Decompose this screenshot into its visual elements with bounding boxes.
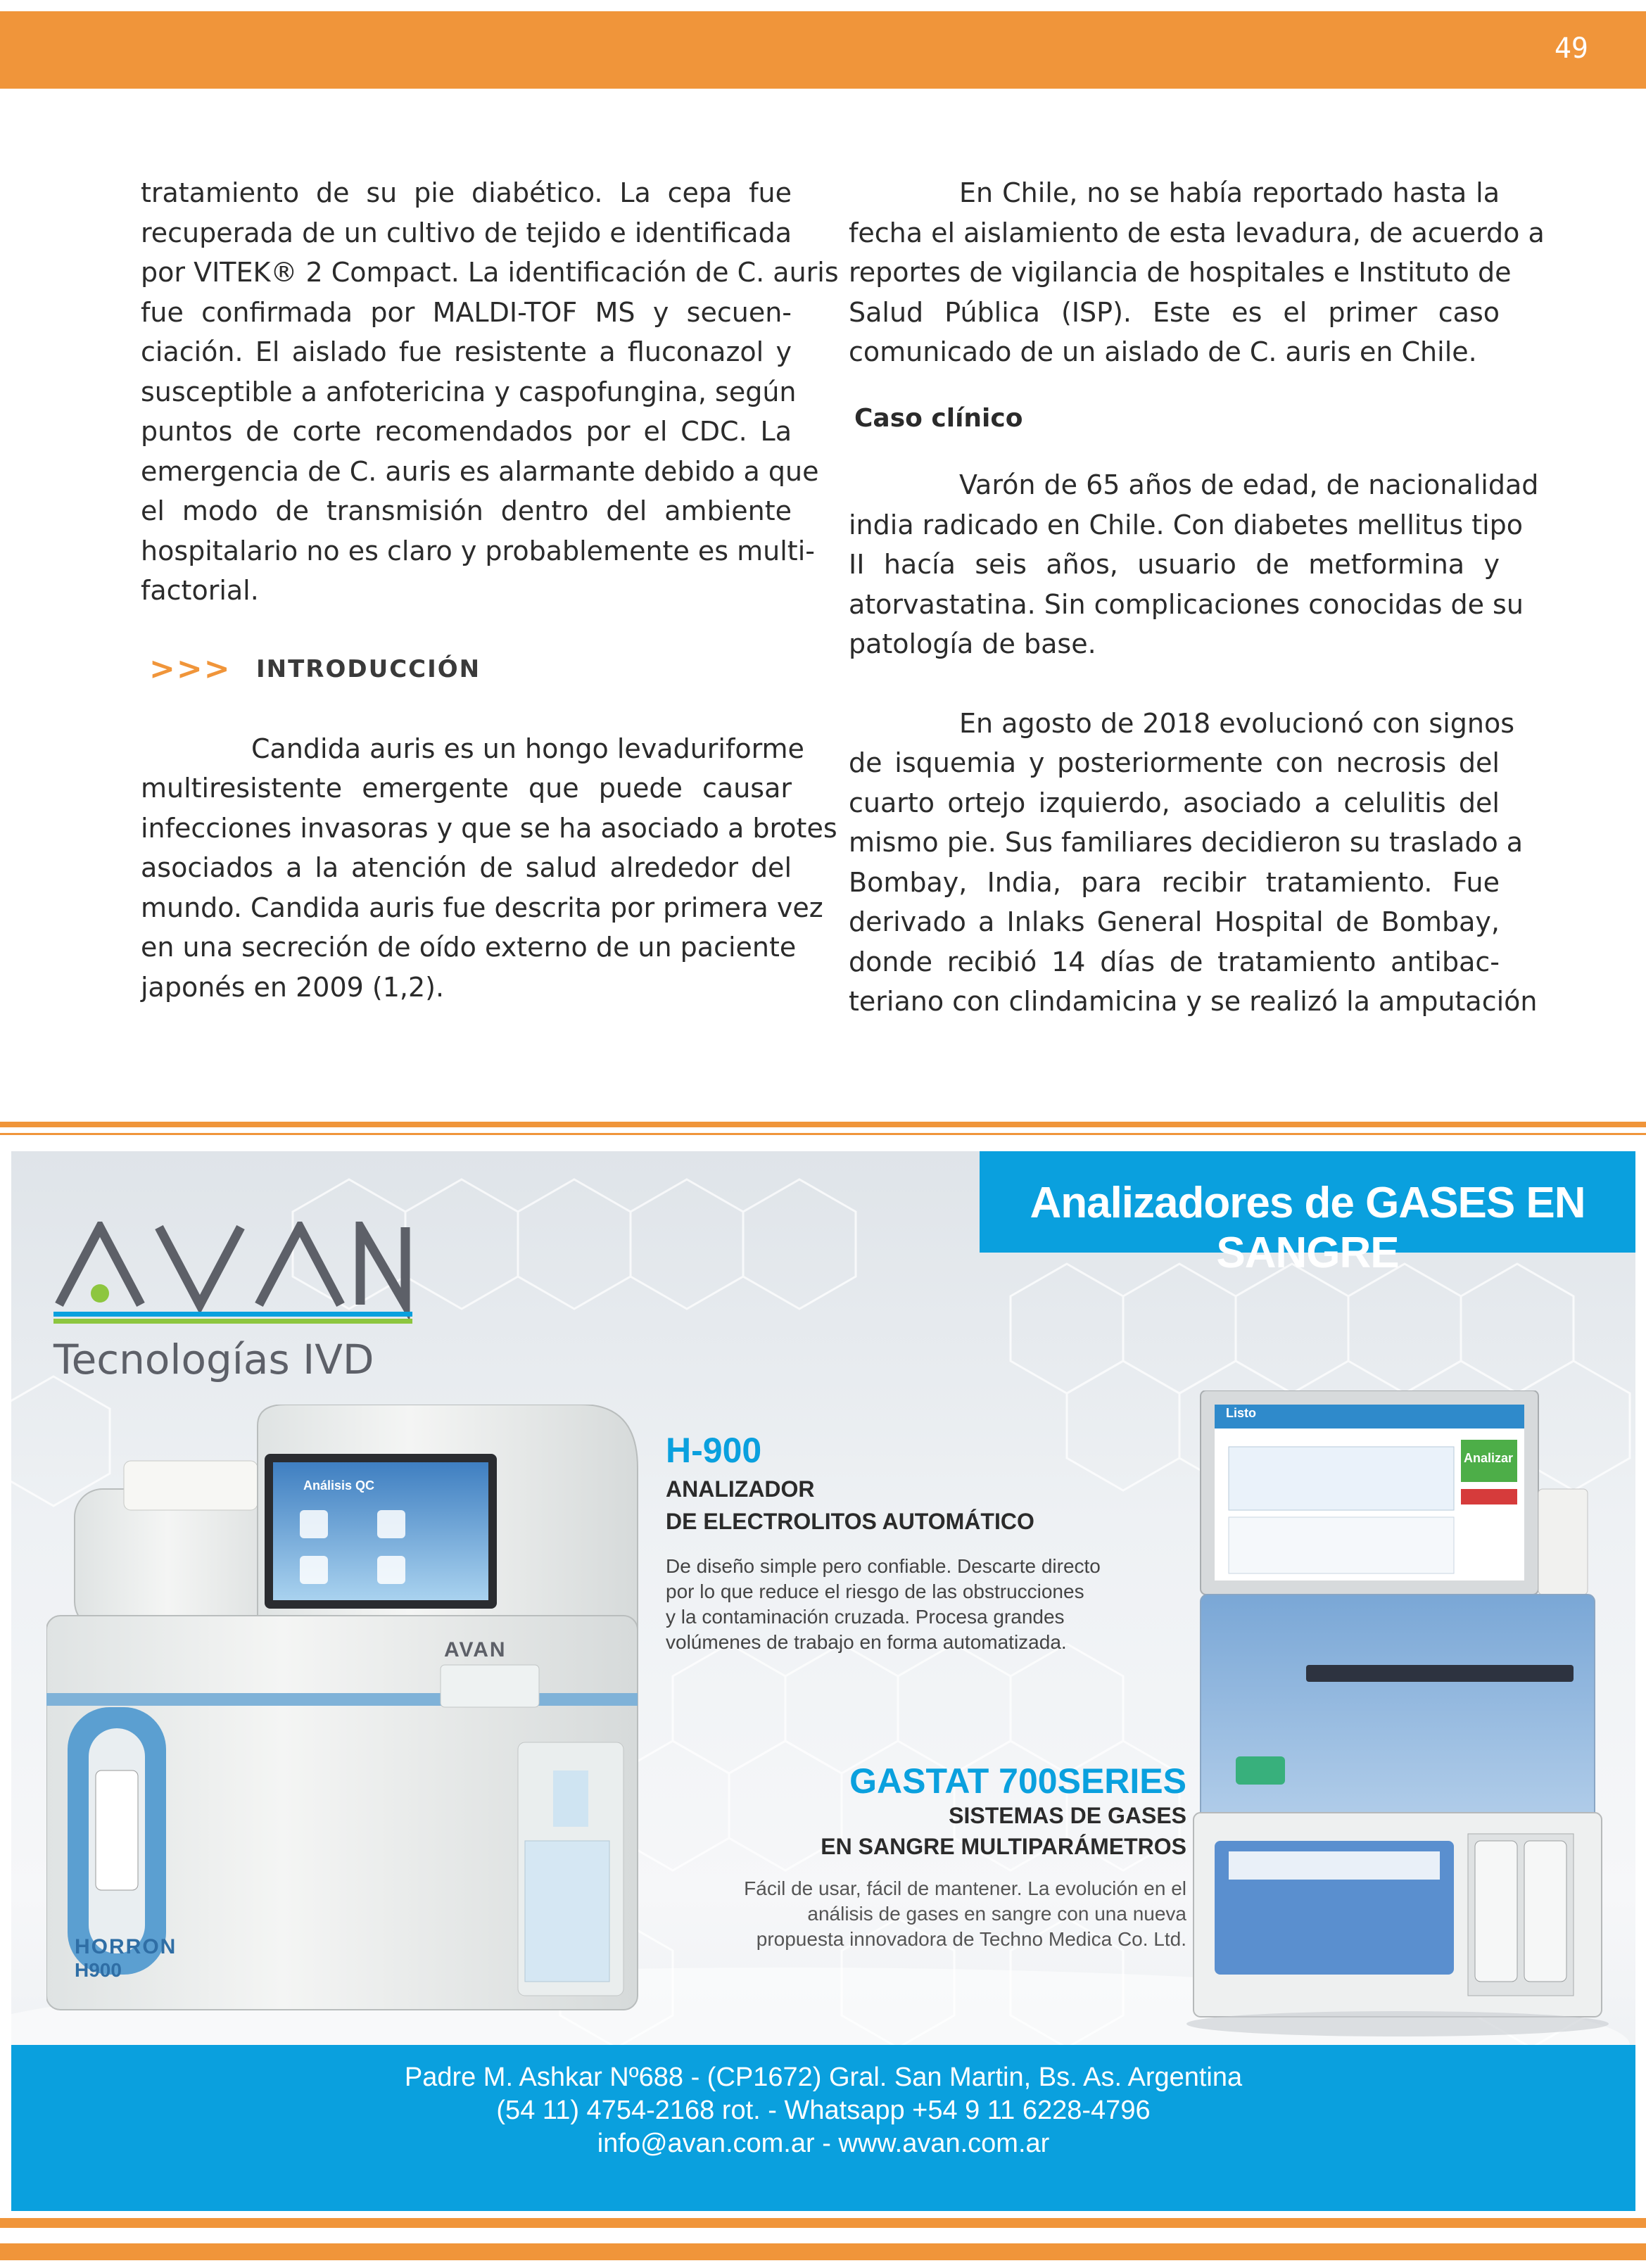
text-line: cuarto ortejo izquierdo, asociado a celulitis del	[849, 787, 1500, 818]
paragraph-right-1	[849, 173, 1545, 372]
gastat-screen-button: Analizar	[1464, 1451, 1514, 1465]
gastat-subtitle-2: EN SANGRE MULTIPARÁMETROS	[821, 1834, 1186, 1859]
text-line: fecha el aislamiento de esta levadura, de acuerdo a	[849, 217, 1545, 248]
text-line: infecciones invasoras y que se ha asociado a brotes	[141, 812, 837, 844]
paragraph-left-2	[141, 729, 837, 1008]
text-line: patología de base.	[849, 628, 1096, 659]
gastat-description-line: propuesta innovadora de Techno Medica Co. Ltd.	[756, 1928, 1186, 1950]
text-line: por VITEK® 2 Compact. La identificación de C. auris	[141, 257, 839, 288]
gastat-device-image	[1179, 1390, 1616, 2038]
h900-description-line: volúmenes de trabajo en forma automatizada.	[666, 1631, 1067, 1653]
text-line: en una secreción de oído externo de un paciente	[141, 932, 797, 963]
avan-logo-subtitle: Tecnologías IVD	[53, 1336, 374, 1383]
gastat-product-name: GASTAT 700SERIES	[849, 1761, 1186, 1801]
text-line: Varón de 65 años de edad, de nacionalidad	[959, 469, 1539, 500]
text-line: de isquemia y posteriormente con necrosis del	[849, 747, 1500, 778]
text-line: Bombay, India, para recibir tratamiento. Fue	[849, 866, 1500, 898]
text-line: japonés en 2009 (1,2).	[141, 971, 445, 1003]
h900-description-line: por lo que reduce el riesgo de las obstrucciones	[666, 1580, 1084, 1602]
text-line: Candida auris es un hongo levaduriforme	[251, 733, 804, 764]
text-line: II hacía seis años, usuario de metformina y	[849, 549, 1500, 580]
ad-web-email: info@avan.com.ar - www.avan.com.ar	[597, 2129, 1050, 2158]
h900-device-model: H900	[75, 1959, 122, 1981]
gastat-screen-status: Listo	[1226, 1406, 1256, 1420]
avan-logo	[53, 1222, 419, 1327]
text-line: En agosto de 2018 evolucionó con signos	[959, 707, 1515, 739]
h900-screen-title: Análisis QC	[303, 1478, 375, 1493]
gastat-subtitle-1: SISTEMAS DE GASES	[949, 1803, 1186, 1828]
separator-bottom-thick	[0, 2218, 1646, 2228]
text-line: mundo. Candida auris fue descrita por primera vez	[141, 892, 823, 923]
h900-product-name: H-900	[666, 1431, 762, 1470]
text-line: ciación. El aislado fue resistente a fluconazol y	[141, 336, 792, 367]
text-line: donde recibió 14 días de tratamiento antibac-	[849, 946, 1500, 977]
section-title: INTRODUCCIÓN	[256, 655, 481, 684]
section-heading-introduccion	[141, 650, 792, 690]
section-arrow-marker: >>>	[149, 651, 232, 688]
h900-description-line: y la contaminación cruzada. Procesa grandes	[666, 1606, 1065, 1628]
text-line: susceptible a anfotericina y caspofungina, según	[141, 376, 797, 407]
h900-device-logo: AVAN	[444, 1638, 507, 1661]
ad-phones: (54 11) 4754-2168 rot. - Whatsapp +54 9 11 6228-4796	[496, 2096, 1151, 2125]
text-line: hospitalario no es claro y probablemente es multi-	[141, 535, 815, 566]
text-line: factorial.	[141, 575, 259, 606]
gastat-description	[708, 1876, 1186, 1952]
gastat-description-line: Fácil de usar, fácil de mantener. La evolución en el	[744, 1877, 1186, 1899]
text-line: tratamiento de su pie diabético. La cepa fue	[141, 177, 792, 208]
separator-bottom-band	[0, 2243, 1646, 2260]
paragraph-right-3	[849, 704, 1538, 1022]
page-number: 49	[1554, 32, 1588, 65]
text-line: fue confirmada por MALDI-TOF MS y secuen-	[141, 296, 792, 328]
text-line: puntos de corte recomendados por el CDC. La	[141, 416, 792, 447]
text-line: el modo de transmisión dentro del ambiente	[141, 495, 792, 526]
text-line: emergencia de C. auris es alarmante debido a que	[141, 455, 819, 487]
paragraph-left-1	[141, 173, 839, 611]
text-line: teriano con clindamicina y se realizó la amputación	[849, 986, 1538, 1017]
text-line: mismo pie. Sus familiares decidieron su traslado a	[849, 827, 1524, 858]
header-bar	[0, 11, 1646, 89]
h900-description	[666, 1554, 1172, 1655]
h900-subtitle-2: DE ELECTROLITOS AUTOMÁTICO	[666, 1509, 1034, 1534]
text-line: comunicado de un aislado de C. auris en Chile.	[849, 336, 1477, 367]
h900-description-line: De diseño simple pero confiable. Descarte directo	[666, 1555, 1101, 1577]
text-line: india radicado en Chile. Con diabetes mellitus tipo	[849, 509, 1524, 540]
ad-banner-title: Analizadores de GASES EN SANGRE	[1030, 1179, 1585, 1277]
advertisement	[11, 1151, 1635, 2211]
separator-top-thin	[0, 1133, 1646, 1135]
text-line: atorvastatina. Sin complicaciones conocidas de su	[849, 588, 1524, 620]
separator-top-thick	[0, 1122, 1646, 1127]
text-line: En Chile, no se había reportado hasta la	[959, 177, 1500, 208]
paragraph-right-2	[849, 465, 1539, 664]
ad-address: Padre M. Ashkar Nº688 - (CP1672) Gral. San Martin, Bs. As. Argentina	[404, 2063, 1243, 2092]
h900-device-brand: HORRON	[75, 1935, 177, 1958]
text-line: recuperada de un cultivo de tejido e identificada	[141, 217, 792, 248]
case-clinico-heading: Caso clínico	[854, 403, 1023, 433]
h900-subtitle-1: ANALIZADOR	[666, 1476, 815, 1502]
text-line: derivado a Inlaks General Hospital de Bombay,	[849, 906, 1500, 937]
text-line: reportes de vigilancia de hospitales e Instituto de	[849, 257, 1512, 288]
text-line: Salud Pública (ISP). Este es el primer caso	[849, 296, 1500, 328]
text-line: asociados a la atención de salud alrededor del	[141, 852, 792, 883]
article-left-column	[141, 173, 839, 1007]
gastat-description-line: análisis de gases en sangre con una nueva	[807, 1903, 1186, 1925]
article-right-column	[849, 173, 1545, 1022]
text-line: multiresistente emergente que puede causar	[141, 773, 792, 804]
